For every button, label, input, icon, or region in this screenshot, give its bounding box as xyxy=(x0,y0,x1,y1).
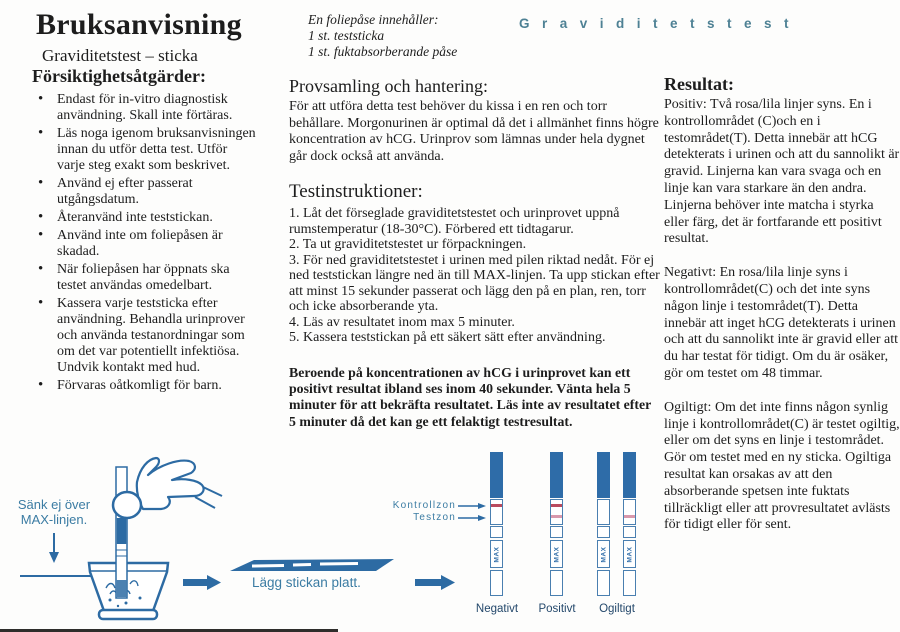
strip-max-text: MAX xyxy=(493,546,501,562)
list-item-text: Kassera varje teststicka efter användning. Behandla urinprover och använda testanordningar som om det var potentiellt infektiösa. Undvik kontakt med hud. xyxy=(57,296,245,375)
list-item-text: Använd ej efter passerat utgångsdatum. xyxy=(57,176,193,207)
instruction-step: 5. Kassera teststickan på ett säkert sätt efter användning. xyxy=(289,330,606,345)
instruction-step: 1. Låt det förseglade graviditetstestet och urinprovet uppnå rumstemperatur (18-30°C). Förbered ett tidtagarur. xyxy=(289,206,620,237)
test-line xyxy=(551,515,562,518)
package-contents-line: 1 st. teststicka xyxy=(308,28,385,43)
list-item xyxy=(36,296,256,376)
strip-handle xyxy=(550,452,563,498)
page-subtitle: Graviditetstest – sticka xyxy=(42,46,198,65)
strip-absorbent-tip xyxy=(490,570,503,596)
arrow-down-icon xyxy=(49,533,59,563)
strip-result-window xyxy=(623,499,636,525)
list-item xyxy=(36,378,256,394)
timing-note: Beroende på koncentrationen av hCG i urinprovet kan ett positivt resultat ibland ses inom 40 sekunder. Vänta hela 5 minuter för att bekräfta resultatet. Läs inte av resultatet efter 5 minuter då det kan ge ett felaktigt testresultat. xyxy=(289,365,651,429)
strip-max-text: MAX xyxy=(553,546,561,562)
list-item-text: Endast för in-vitro diagnostisk användning. Skall inte förtäras. xyxy=(57,92,233,123)
test-zone-label: Testzon xyxy=(413,512,456,523)
list-item-text: Förvaras oåtkomligt för barn. xyxy=(57,378,222,393)
list-item-text: Använd inte om foliepåsen är skadad. xyxy=(57,228,223,259)
strip-max-text: MAX xyxy=(626,546,634,562)
control-line xyxy=(551,504,562,507)
result-invalid-paragraph: Ogiltigt: Om det inte finns någon synlig linje i kontrollområdet(C) är testet ogiltig, eller om det syns en linje i testområdet. Gör om testet med en ny sticka. Ogiltiga resultat kan orsakas av att den absorberande spetsen inte fuktats tillräckligt eller att provresultatet avlästs för tidigt eller för sent. xyxy=(664,399,900,533)
cup-illustration xyxy=(89,563,168,619)
instructions-steps xyxy=(289,206,661,346)
strip-label-invalid: Ogiltigt xyxy=(599,603,635,615)
list-item xyxy=(36,126,256,174)
list-item xyxy=(36,228,256,260)
list-item xyxy=(36,262,256,294)
precautions-heading: Försiktighetsåtgärder: xyxy=(32,66,206,86)
dip-stick-illustration xyxy=(116,467,127,598)
package-contents-line: 1 st. fuktabsorberande påse xyxy=(308,44,458,59)
arrow-right-icon xyxy=(415,575,455,590)
strip-result-window xyxy=(550,499,563,525)
sampling-heading: Provsamling och hantering: xyxy=(289,76,488,96)
strip-max-zone xyxy=(490,540,503,568)
precautions-list xyxy=(36,92,256,396)
brand-title: Graviditetstest xyxy=(519,16,802,31)
control-zone-arrow-icon xyxy=(458,503,486,509)
flat-strip-illustration xyxy=(230,559,394,571)
strip-handle xyxy=(623,452,636,498)
list-item xyxy=(36,210,256,226)
results-text xyxy=(664,97,900,551)
package-contents-line: En foliepåse innehåller: xyxy=(308,12,439,27)
result-negative-paragraph: Negativt: En rosa/lila linje syns i kontrollområdet(C) och det inte syns någon linje i testområdet(T). Detta innebär att inget hCG detekterats i urinen och att du sannolikt inte är gravid eller att du har testat för tidigt. Om du är osäker, gör om testet om 48 timmar. xyxy=(664,265,899,381)
control-line xyxy=(491,504,502,507)
test-strip-positive xyxy=(550,452,563,596)
strip-label-positive: Positivt xyxy=(538,603,576,615)
strip-handle xyxy=(597,452,610,498)
test-line xyxy=(624,515,635,518)
strip-separator xyxy=(490,526,503,538)
page-title: Bruksanvisning xyxy=(36,8,242,41)
list-item xyxy=(36,92,256,124)
list-item-text: När foliepåsen har öppnats ska testet användas omedelbart. xyxy=(57,262,230,293)
list-item-text: Läs noga igenom bruksanvisningen innan du utför detta test. Utför varje steg exakt som beskrivet. xyxy=(57,126,256,173)
max-line-label xyxy=(6,497,102,527)
package-contents xyxy=(308,12,457,60)
strip-absorbent-tip xyxy=(597,570,610,596)
strip-result-window xyxy=(490,499,503,525)
strip-separator xyxy=(550,526,563,538)
arrow-right-icon xyxy=(183,575,221,590)
hand-illustration xyxy=(113,458,222,518)
instruction-step: 4. Läs av resultatet inom max 5 minuter. xyxy=(289,314,515,330)
strip-max-zone xyxy=(623,540,636,568)
strip-separator xyxy=(623,526,636,538)
test-zone-arrow-icon xyxy=(458,515,486,521)
strip-result-window xyxy=(597,499,610,525)
test-strip-negative xyxy=(490,452,503,596)
strip-max-zone xyxy=(597,540,610,568)
instruction-step: 3. För ned graviditetstestet i urinen med pilen riktad nedåt. För ej ned teststickan längre ned än till MAX-linjen. Ta upp stickan efter att minst 15 sekunder passerat och lägg den på en plan, ren, torr och icke absorberande yta. xyxy=(289,252,660,314)
strip-separator xyxy=(597,526,610,538)
list-item-text: Återanvänd inte teststickan. xyxy=(57,210,213,225)
strip-absorbent-tip xyxy=(623,570,636,596)
results-heading: Resultat: xyxy=(664,74,734,94)
lay-flat-label: Lägg stickan platt. xyxy=(252,575,361,590)
test-strip-invalid-testline-only xyxy=(623,452,636,596)
strip-label-negative: Negativt xyxy=(475,603,519,615)
strip-max-text: MAX xyxy=(600,546,608,562)
strip-absorbent-tip xyxy=(550,570,563,596)
max-line-label-line2: MAX-linjen. xyxy=(20,512,88,527)
control-zone-label: Kontrollzon xyxy=(392,500,456,511)
strip-handle xyxy=(490,452,503,498)
max-line-label-line1: Sänk ej över xyxy=(17,497,91,512)
list-item xyxy=(36,176,256,208)
strip-max-zone xyxy=(550,540,563,568)
test-strip-invalid-blank xyxy=(597,452,610,596)
instructions-heading: Testinstruktioner: xyxy=(289,181,423,202)
sampling-body: För att utföra detta test behöver du kissa i en ren och torr behållare. Morgonurinen är optimal då det i allmänhet finns högre koncentration av hCG. Urinprov som lämnas under hela dygnet går dock också att använda. xyxy=(289,99,659,164)
result-positive-paragraph: Positiv: Två rosa/lila linjer syns. En i kontrollområdet (C)och en i testområdet(T). Detta innebär att hCG detekterats i urinen och att du sannolikt är gravid. Linjerna kan vara svaga och en linje kan vara starkare än den andra. Linjerna behöver inte matcha i styrka eller färg, det är fortfarande ett positivt resultat. xyxy=(664,97,900,247)
usage-diagram xyxy=(0,430,488,632)
instruction-step: 2. Ta ut graviditetstestet ur förpackningen. xyxy=(289,237,527,252)
